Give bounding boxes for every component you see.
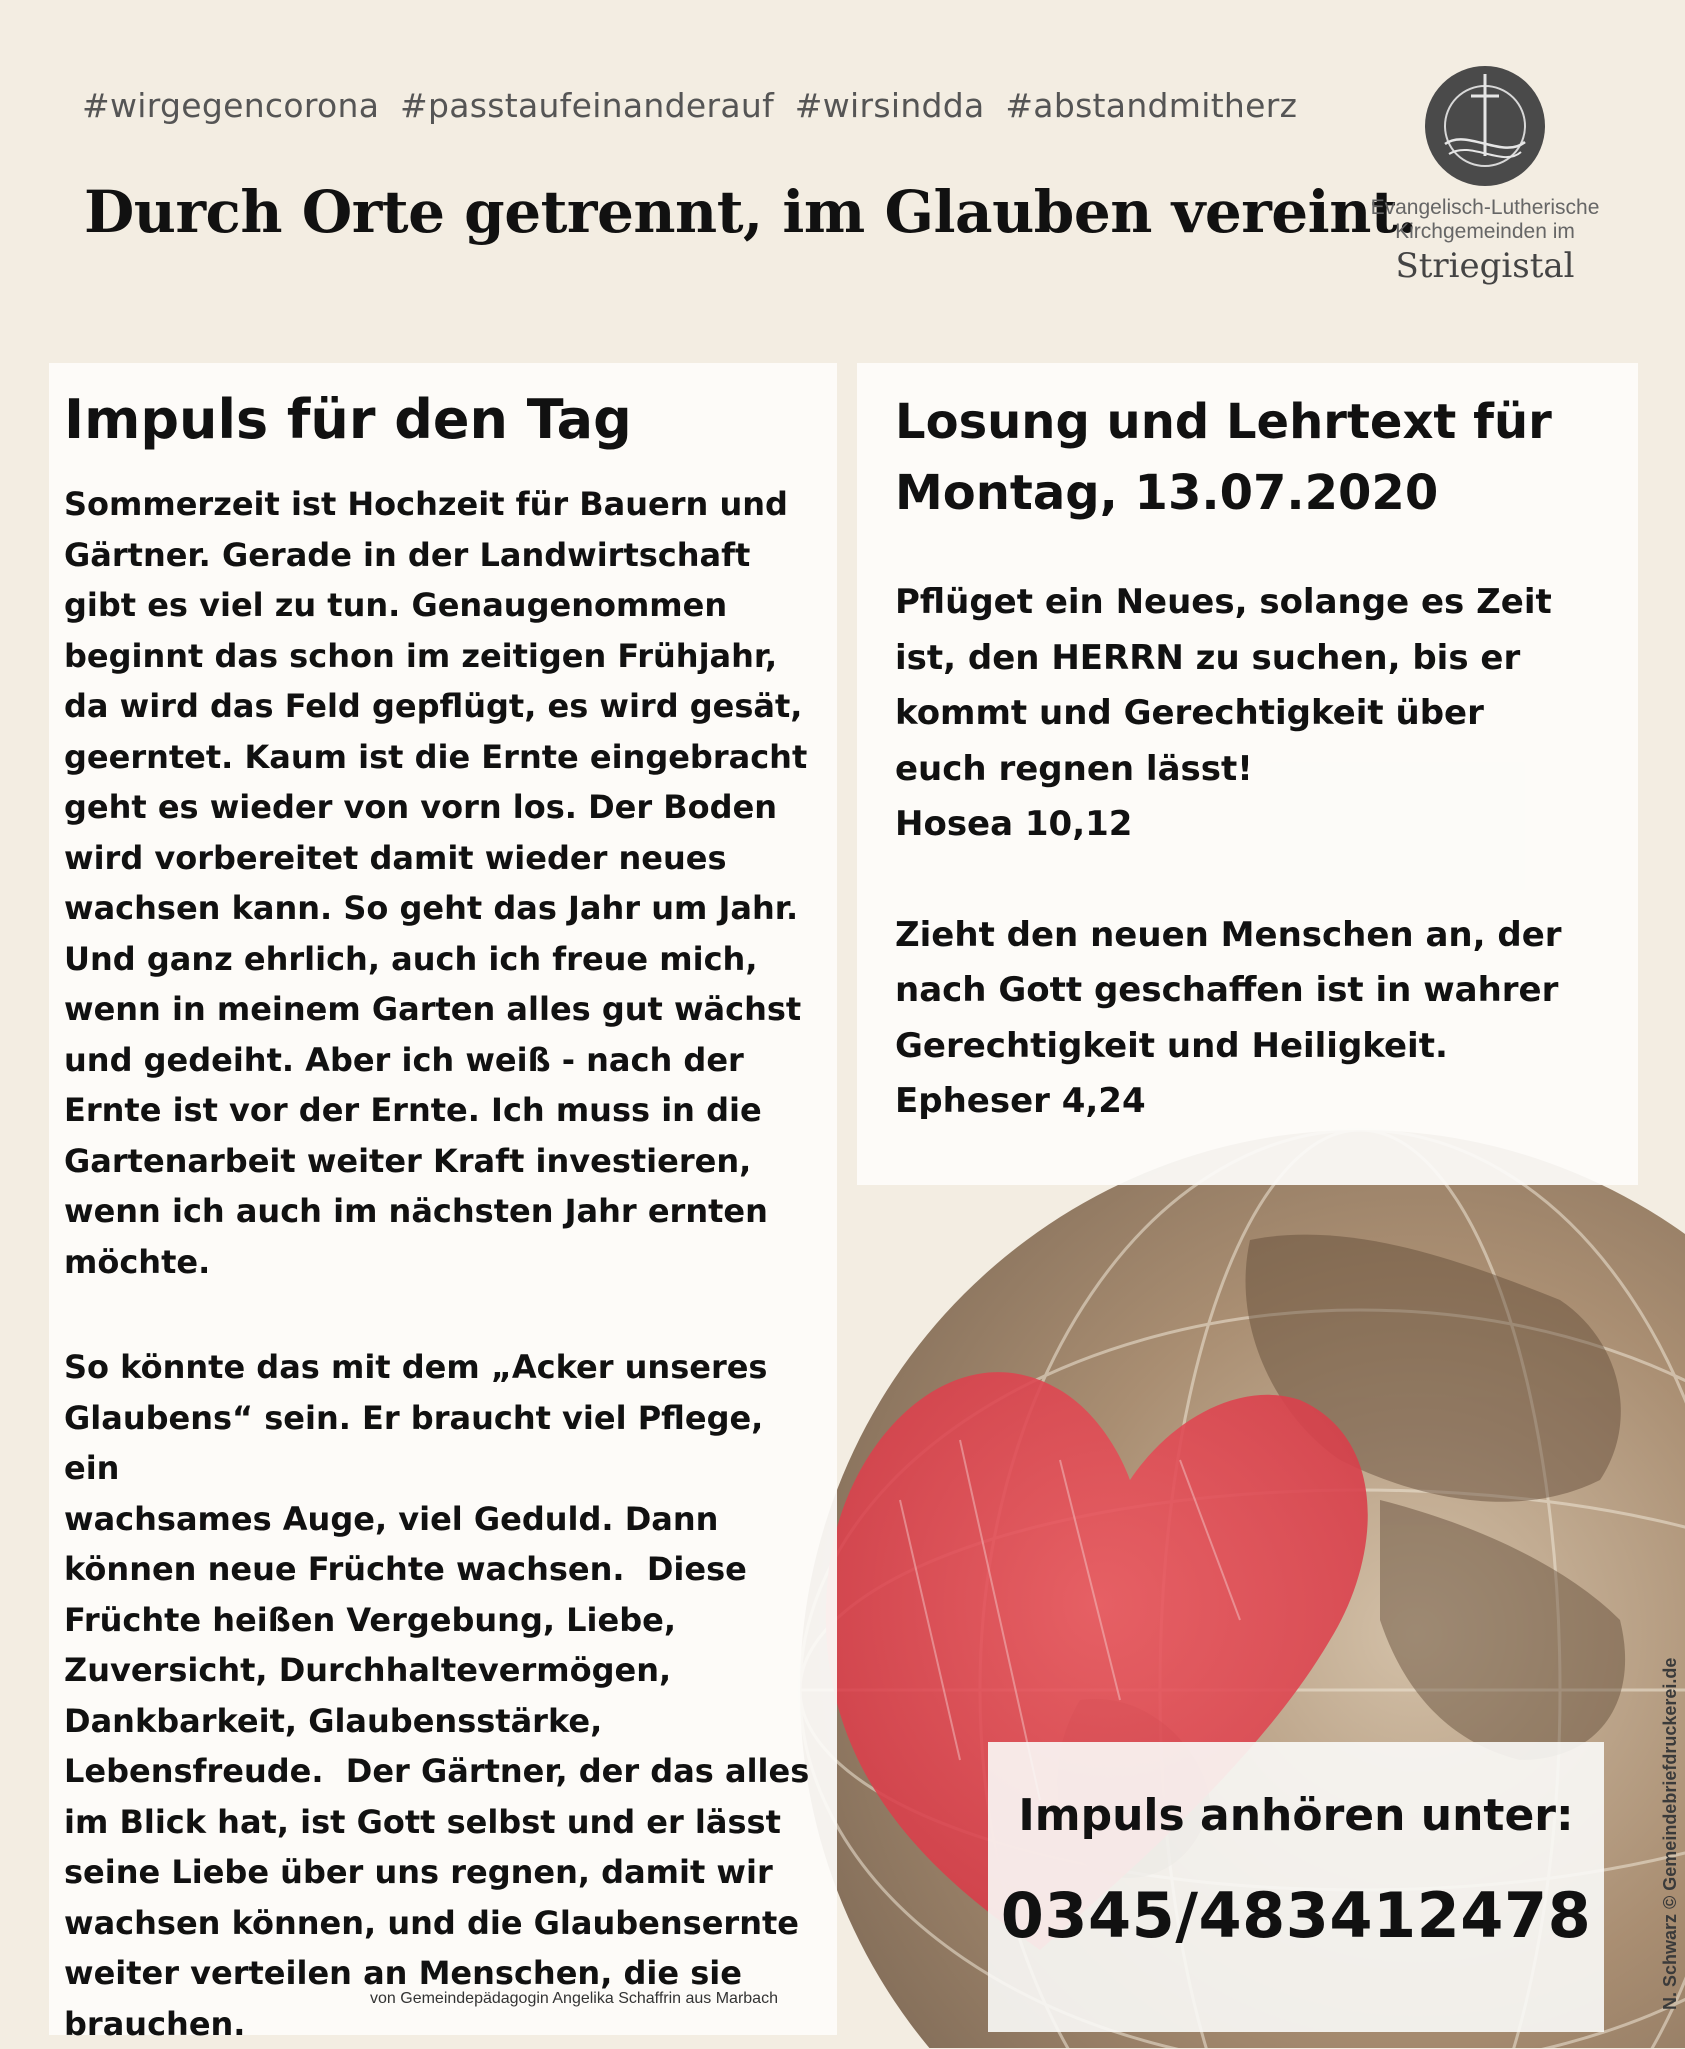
paragraph-spacer xyxy=(64,1287,823,1342)
hashtag-line: #wirgegencorona #passtaufeinanderauf #wirsindda #abstandmitherz xyxy=(82,86,1298,125)
image-credit: N. Schwarz © Gemeindebriefdruckerei.de xyxy=(1660,1657,1680,2010)
phone-number[interactable]: 0345/483412478 xyxy=(1000,1879,1592,1952)
losung-panel xyxy=(857,363,1638,1185)
impulse-panel xyxy=(49,363,837,2043)
losung-verse: Pflüget ein Neues, solange es Zeit ist, den HERRN zu suchen, bis er kommt und Gerechtigkeit über euch regnen lässt! xyxy=(895,582,1552,789)
impulse-paragraph-1: Sommerzeit ist Hochzeit für Bauern und Gärtner. Gerade in der Landwirtschaft gibt es viel zu tun. Genaugenommen beginnt das schon im zeitigen Frühjahr, da wird das Feld gepflügt, es wird gesät, geerntet. Kaum ist die Ernte eingebracht geht es wieder von vorn los. Der Boden wird vorbereitet damit wieder neues wachsen kann. So geht das Jahr um Jahr. Und ganz ehrlich, auch ich freue mich, wenn in meinem Garten alles gut wächst und gedeiht. Aber ich weiß - nach der Ernte ist vor der Ernte. Ich muss in die Gartenarbeit weiter Kraft investieren, wenn ich auch im nächsten Jahr ernten möchte. xyxy=(64,485,808,1281)
audio-panel xyxy=(988,1742,1604,2032)
impulse-paragraph-2: So könnte das mit dem „Acker unseres Glaubens“ sein. Er braucht viel Pflege, ein wachsames Auge, viel Geduld. Dann können neue Früchte wachsen. Diese Früchte heißen Vergebung, Liebe, Zuversicht, Durchhaltevermögen, Dankbarkeit, Glaubensstärke, Lebensfreude. Der Gärtner, der das alles im Blick hat, ist Gott selbst und er lässt seine Liebe über uns regnen, damit wir wachsen können, und die Glaubensernte weiter verteilen an Menschen, die sie brauchen. xyxy=(64,1348,810,2043)
logo-org-name: Evangelisch-Lutherische Kirchgemeinden im xyxy=(1370,196,1600,243)
losung-reference: Hosea 10,12 xyxy=(895,804,1133,844)
page-headline: Durch Orte getrennt, im Glauben vereint. xyxy=(84,178,1417,246)
church-logo xyxy=(1350,64,1620,304)
losung-title: Losung und Lehrtext für Montag, 13.07.2020 xyxy=(895,394,1552,521)
author-credit: von Gemeindepädagogin Angelika Schaffrin aus Marbach xyxy=(370,1990,778,2007)
lehrtext-reference: Epheser 4,24 xyxy=(895,1081,1146,1121)
impulse-title: Impuls für den Tag xyxy=(64,388,632,451)
audio-label: Impuls anhören unter: xyxy=(1018,1790,1574,1841)
logo-place-name: Striegistal xyxy=(1395,246,1575,286)
verse-spacer xyxy=(895,853,1618,908)
cross-globe-icon xyxy=(1423,64,1547,188)
lehrtext-verse: Zieht den neuen Menschen an, der nach Gott geschaffen ist in wahrer Gerechtigkeit und Heiligkeit. xyxy=(895,914,1562,1066)
